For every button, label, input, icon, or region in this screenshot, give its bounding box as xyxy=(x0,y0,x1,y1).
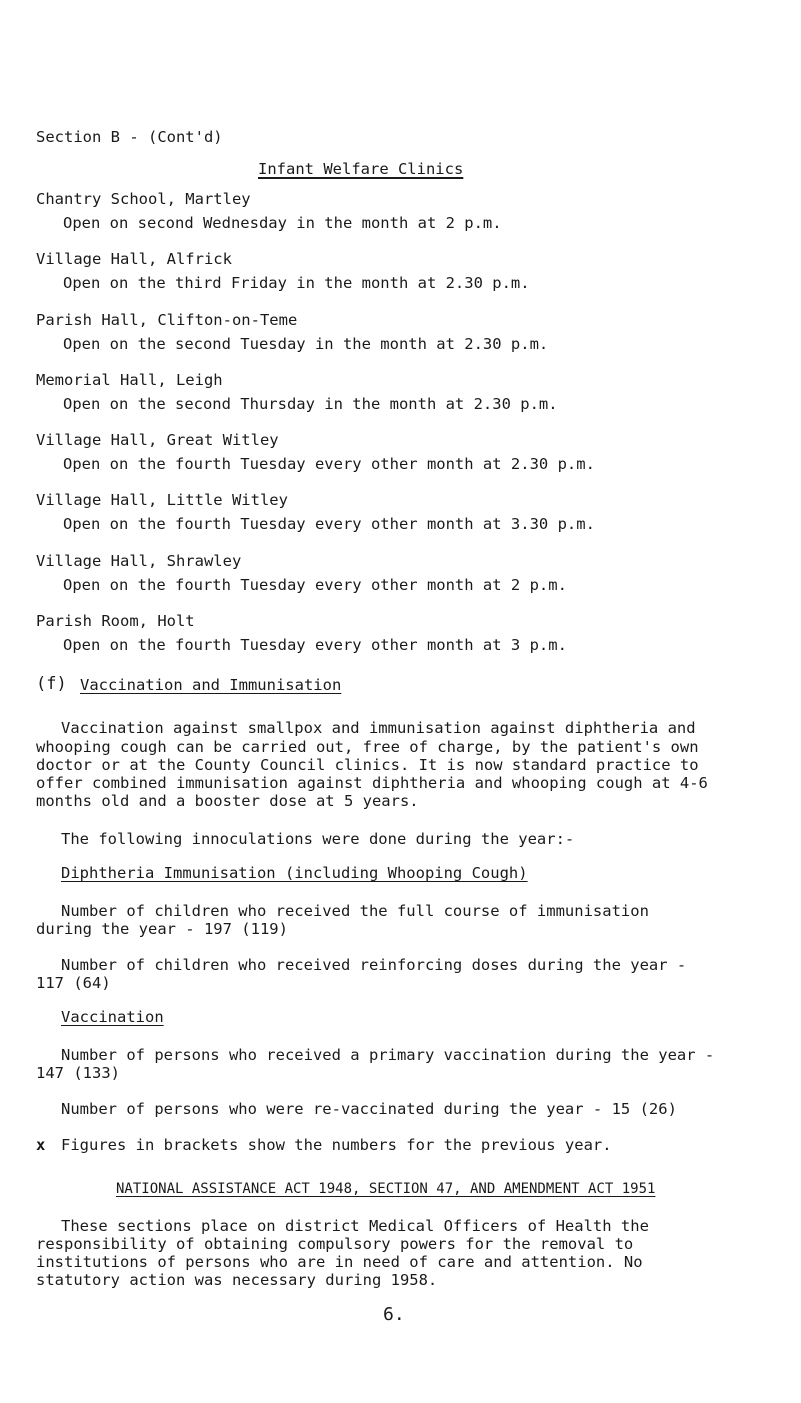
paragraph-line: Vaccination against smallpox and immunisation against diphtheria and xyxy=(61,719,696,737)
footnote-text: Figures in brackets show the numbers for the previous year. xyxy=(61,1136,612,1154)
vaccination-subheading: Vaccination xyxy=(61,1008,164,1026)
clinic-schedule: Open on second Wednesday in the month at 2 p.m. xyxy=(63,214,502,232)
clinic-name: Parish Hall, Clifton-on-Teme xyxy=(36,311,298,329)
paragraph-line: offer combined immunisation against diphtheria and whooping cough at 4-6 xyxy=(36,774,708,792)
paragraph-line: whooping cough can be carried out, free of charge, by the patient's own xyxy=(36,738,699,756)
section-label: (f) xyxy=(36,674,67,694)
footnote-mark: x xyxy=(36,1136,46,1154)
primary-vaccination-line: Number of persons who received a primary vaccination during the year - xyxy=(61,1046,715,1064)
clinic-name: Parish Room, Holt xyxy=(36,612,195,630)
paragraph-line: institutions of persons who are in need of care and attention. No xyxy=(36,1253,643,1271)
paragraph-line: statutory action was necessary during 1958. xyxy=(36,1271,438,1289)
paragraph-line: responsibility of obtaining compulsory powers for the removal to xyxy=(36,1235,634,1253)
clinic-name: Village Hall, Little Witley xyxy=(36,491,288,509)
assistance-title: NATIONAL ASSISTANCE ACT 1948, SECTION 47, AND AMENDMENT ACT 1951 xyxy=(116,1181,656,1197)
paragraph-line: doctor or at the County Council clinics. It is now standard practice to xyxy=(36,756,699,774)
revaccination-line: Number of persons who were re-vaccinated during the year - 15 (26) xyxy=(61,1100,677,1118)
clinic-schedule: Open on the third Friday in the month at 2.30 p.m. xyxy=(63,274,530,292)
vaccination-title: Vaccination and Immunisation xyxy=(80,676,342,694)
clinic-schedule: Open on the fourth Tuesday every other month at 2 p.m. xyxy=(63,576,567,594)
clinic-schedule: Open on the fourth Tuesday every other month at 2.30 p.m. xyxy=(63,455,595,473)
clinics-title: Infant Welfare Clinics xyxy=(258,160,464,178)
paragraph-line: These sections place on district Medical Officers of Health the xyxy=(61,1217,649,1235)
reinforcing-line: Number of children who received reinforcing doses during the year - xyxy=(61,956,687,974)
section-heading: Section B - (Cont'd) xyxy=(36,128,223,146)
clinic-name: Village Hall, Great Witley xyxy=(36,431,279,449)
clinic-name: Village Hall, Alfrick xyxy=(36,250,232,268)
reinforcing-figures: 117 (64) xyxy=(36,974,111,992)
full-course-line: Number of children who received the full course of immunisation xyxy=(61,902,649,920)
clinic-name: Village Hall, Shrawley xyxy=(36,552,242,570)
paragraph-line: months old and a booster dose at 5 years. xyxy=(36,792,419,810)
innoculations-intro: The following innoculations were done during the year:- xyxy=(61,830,575,848)
clinic-name: Chantry School, Martley xyxy=(36,190,251,208)
clinic-schedule: Open on the second Thursday in the month at 2.30 p.m. xyxy=(63,395,558,413)
clinic-schedule: Open on the second Tuesday in the month at 2.30 p.m. xyxy=(63,335,549,353)
diphtheria-heading: Diphtheria Immunisation (including Whooping Cough) xyxy=(61,864,528,882)
primary-vaccination-figures: 147 (133) xyxy=(36,1064,120,1082)
clinic-schedule: Open on the fourth Tuesday every other month at 3 p.m. xyxy=(63,636,567,654)
full-course-figures: during the year - 197 (119) xyxy=(36,920,288,938)
clinic-name: Memorial Hall, Leigh xyxy=(36,371,223,389)
page-number: 6. xyxy=(383,1304,405,1325)
clinic-schedule: Open on the fourth Tuesday every other month at 3.30 p.m. xyxy=(63,515,595,533)
